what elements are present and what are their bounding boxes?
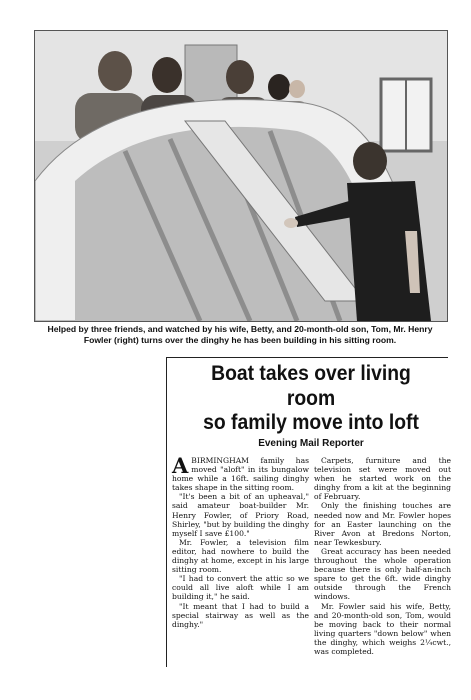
column-divider-horizontal <box>166 357 448 358</box>
headline-line-1: Boat takes over living room <box>211 362 411 410</box>
paragraph: Mr. Fowler, a television film editor, had nowhere to build the dinghy at home, except in his large sitting room. <box>172 537 309 575</box>
drop-cap: A <box>172 453 189 478</box>
news-photo <box>34 30 448 322</box>
paragraph: Only the finishing touches are needed now and Mr. Fowler hopes for an Easter launching on the River Avon at Bredons Norton, near Tewkesbury. <box>314 501 451 547</box>
paragraph: "It's been a bit of an upheaval," said amateur boat-builder Mr. Henry Fowler, of Priory Road, Shirley, "but by building the dinghy myself I save £100." <box>172 492 309 538</box>
photo-caption: Helped by three friends, and watched by his wife, Betty, and 20-month-old son, Tom, Mr. Henry Fowler (right) turns over the dinghy he has been building in his sitting room. <box>47 324 433 345</box>
paragraph: "It meant that I had to build a special stairway as well as the dinghy." <box>172 601 309 629</box>
article-column-2 <box>314 456 451 656</box>
paragraph: Mr. Fowler said his wife, Betty, and 20-month-old son, Tom, would be moving back to their normal living quarters "down below" when the dinghy, which weighs 2¼cwt., was completed. <box>314 601 451 656</box>
byline: Evening Mail Reporter <box>258 438 364 449</box>
column-divider-vertical <box>166 357 167 667</box>
newspaper-clipping <box>16 12 451 664</box>
paragraph: Carpets, furniture and the television set were moved out when he started work on the dinghy from a kit at the beginning of February. <box>314 456 451 502</box>
paragraph: Great accuracy has been needed throughout the whole operation because there is only half-an-inch spare to get the 6ft. wide dinghy outside through the French windows. <box>314 546 451 602</box>
paragraph: "I had to convert the attic so we could all live aloft while I am building it," he said. <box>172 574 309 602</box>
paragraph-text: BIRMINGHAM family has moved "aloft" in its bungalow home while a 16ft. sailing dinghy takes shape in the sitting room. <box>172 456 309 493</box>
paragraph <box>172 453 309 493</box>
photo-illustration <box>35 31 447 321</box>
article-column-1 <box>172 453 309 629</box>
headline-line-2: so family move into loft <box>203 411 419 434</box>
headline <box>185 362 437 436</box>
